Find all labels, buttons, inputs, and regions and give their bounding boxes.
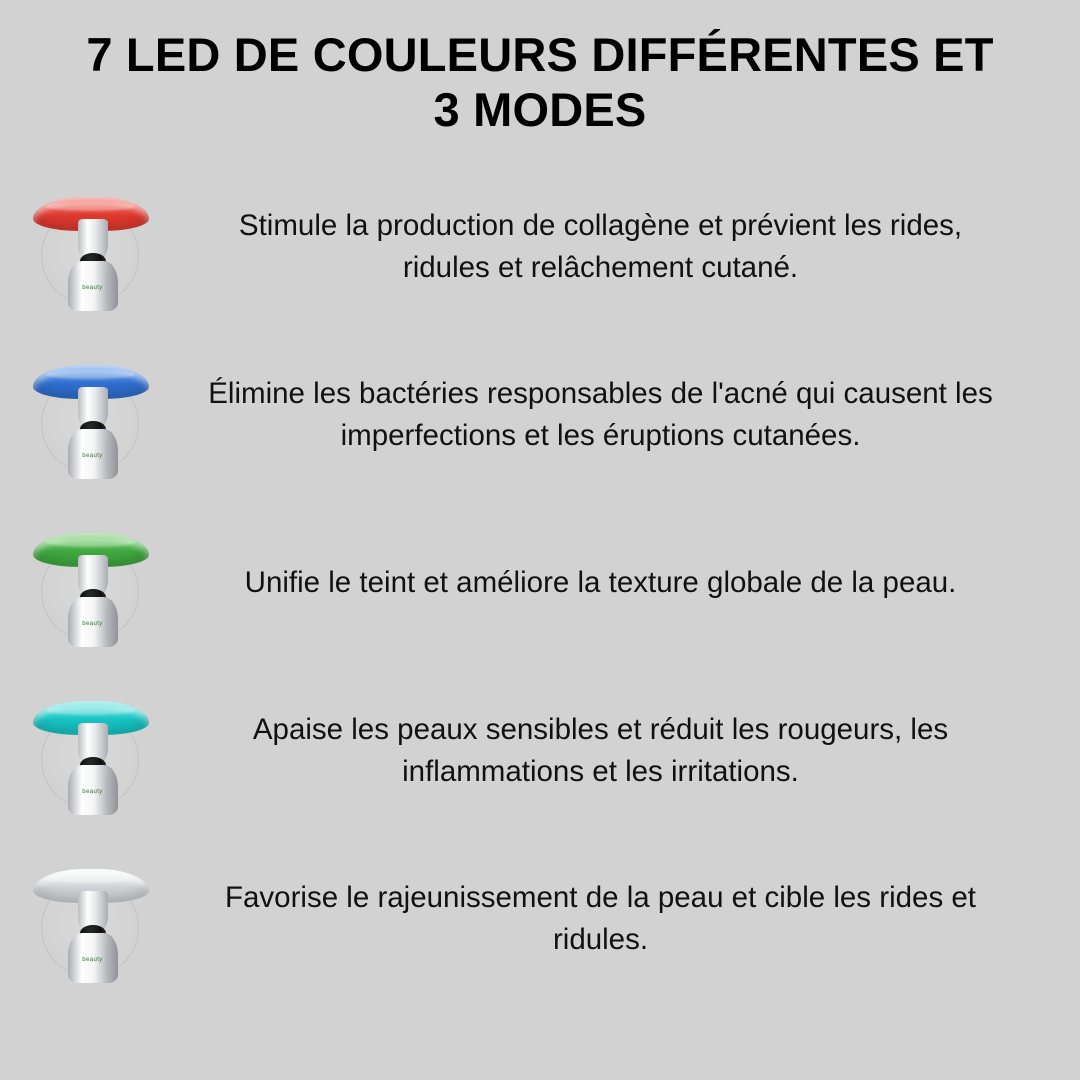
device-image-cell: [0, 853, 185, 985]
list-item: [0, 163, 1080, 331]
feature-list: [0, 163, 1080, 1003]
list-item: [0, 331, 1080, 499]
brand-label: beauty: [82, 453, 103, 460]
device-image-cell: [0, 685, 185, 817]
feature-text: Stimule la production de collagène et prévient les rides, ridules et relâchement cutané.: [238, 209, 963, 285]
device-led-red-icon: [27, 181, 159, 313]
feature-text: Unifie le teint et améliore la texture globale de la peau.: [244, 566, 957, 600]
feature-text: Élimine les bactéries responsables de l'acné qui causent les imperfections et les éruptions cutanées.: [208, 377, 993, 453]
device-led-cyan-icon: [27, 685, 159, 817]
feature-text: Apaise les peaux sensibles et réduit les rougeurs, les inflammations et les irritations.: [252, 713, 949, 789]
device-image-cell: [0, 517, 185, 649]
device-image-cell: [0, 181, 185, 313]
list-item: [0, 835, 1080, 1003]
brand-label: beauty: [82, 621, 103, 628]
page-title: 7 LED DE COULEURS DIFFÉRENTES ET 3 MODES: [86, 28, 994, 136]
device-led-white-icon: [27, 853, 159, 985]
feature-text: Favorise le rajeunissement de la peau et cible les rides et ridules.: [224, 881, 976, 957]
device-image-cell: [0, 349, 185, 481]
brand-label: beauty: [82, 285, 103, 292]
list-item: [0, 667, 1080, 835]
list-item: [0, 499, 1080, 667]
brand-label: beauty: [82, 957, 103, 964]
brand-label: beauty: [82, 789, 103, 796]
device-led-green-icon: [27, 517, 159, 649]
device-led-blue-icon: [27, 349, 159, 481]
